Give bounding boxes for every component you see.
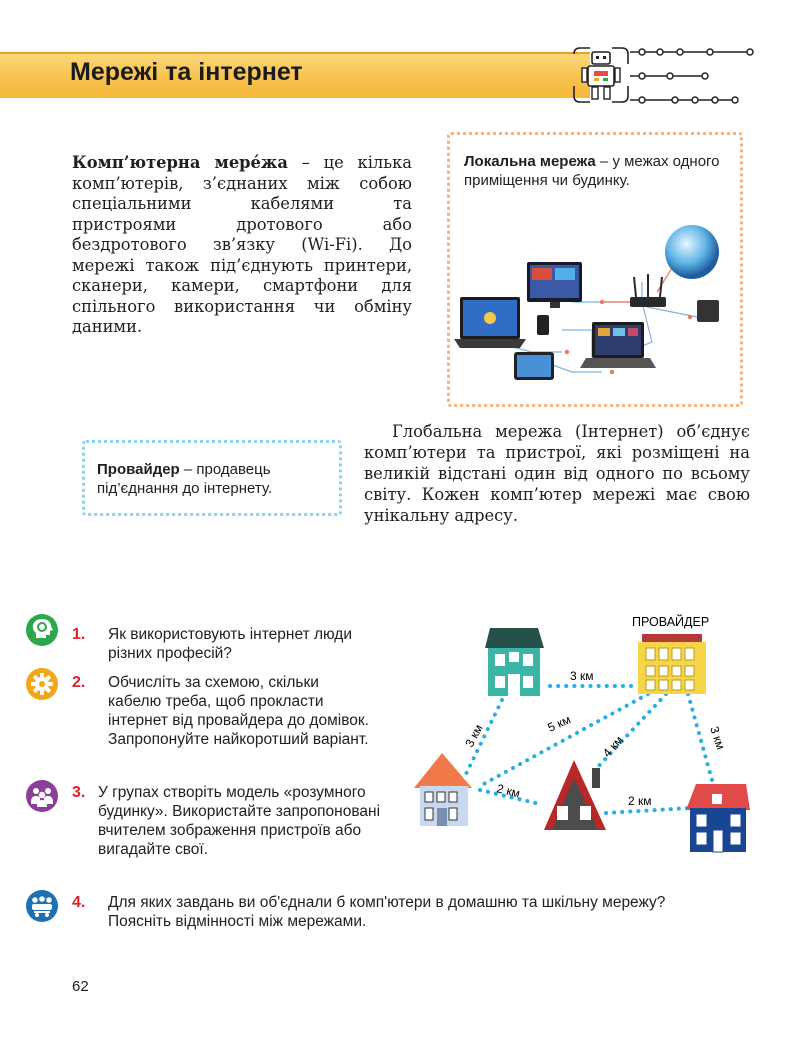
page-title: Мережі та інтернет xyxy=(70,58,303,86)
provider-definition xyxy=(97,460,332,498)
network-distance-map xyxy=(410,608,760,858)
house-navy xyxy=(686,784,750,852)
page-number: 62 xyxy=(72,978,89,995)
distance-label: 2 км xyxy=(628,794,652,808)
provider-term: Провайдер xyxy=(97,461,180,478)
circuit-decoration xyxy=(630,42,760,108)
task-number: 2. xyxy=(72,674,86,691)
provider-label: ПРОВАЙДЕР xyxy=(632,615,710,629)
task-1 xyxy=(72,625,372,663)
task-text: У групах створіть модель «розумного будинку». Використайте запропоновані вчителем зображення пристроїв або вигадайте свої. xyxy=(98,784,381,858)
local-network-term: Локальна мережа xyxy=(464,153,596,170)
house-dark xyxy=(544,760,606,830)
head-gear-icon xyxy=(26,614,58,646)
task-number: 3. xyxy=(72,784,86,801)
distance-label: 4 км xyxy=(599,733,626,761)
distance-label: 2 км xyxy=(495,781,522,801)
distance-label: 5 км xyxy=(545,712,573,735)
task-2 xyxy=(72,673,372,749)
network-devices-illustration xyxy=(452,222,740,397)
intro-paragraph xyxy=(72,153,412,338)
local-network-text: – у межах одного приміщення чи будинку. xyxy=(464,153,720,189)
house-teal xyxy=(485,628,544,696)
task-text: Обчисліть за схемою, скільки кабелю треба, щоб прокласти інтернет від провайдера до домівок. Запропонуйте найкоротший варіант. xyxy=(108,674,369,748)
robot-icon xyxy=(570,44,632,106)
distance-label: 3 км xyxy=(570,669,594,683)
local-network-definition xyxy=(464,152,729,190)
distance-label: 3 км xyxy=(462,722,486,750)
task-text: Як використовують інтернет люди різних професій? xyxy=(108,626,353,662)
gear-icon xyxy=(26,668,58,700)
distance-label: 3 км xyxy=(707,724,728,752)
house-light-blue xyxy=(414,753,472,826)
team-icon xyxy=(26,890,58,922)
intro-text: – це кілька комп’ютерів, з’єднаних між собою спеціальними кабелями та пристроями дротового або бездротового зв’язку (Wi-Fi). До мережі також під’єднують принтери, сканери, камери, смартфони для спільного використання чи обміну даними. xyxy=(72,153,412,336)
global-network-paragraph: Глобальна мережа (Інтернет) об’єднує комп’ютери та пристрої, які розміщені на великій відстані один від одного по всьому світу. Кожен комп’ютер мережі має свою унікальну адресу. xyxy=(364,422,750,525)
task-text: Для яких завдань ви об'єднали б комп'ютери в домашню та шкільну мережу? Поясніть відмінності між мережами. xyxy=(108,894,666,930)
task-3 xyxy=(72,783,402,859)
task-number: 1. xyxy=(72,626,86,643)
provider-text: – продавець під’єднання до інтернету. xyxy=(97,461,273,497)
task-number: 4. xyxy=(72,894,86,911)
intro-term: Комп’ютерна мере́жа xyxy=(72,153,288,172)
group-icon xyxy=(26,780,58,812)
provider-building xyxy=(638,634,706,694)
task-4 xyxy=(72,893,672,931)
